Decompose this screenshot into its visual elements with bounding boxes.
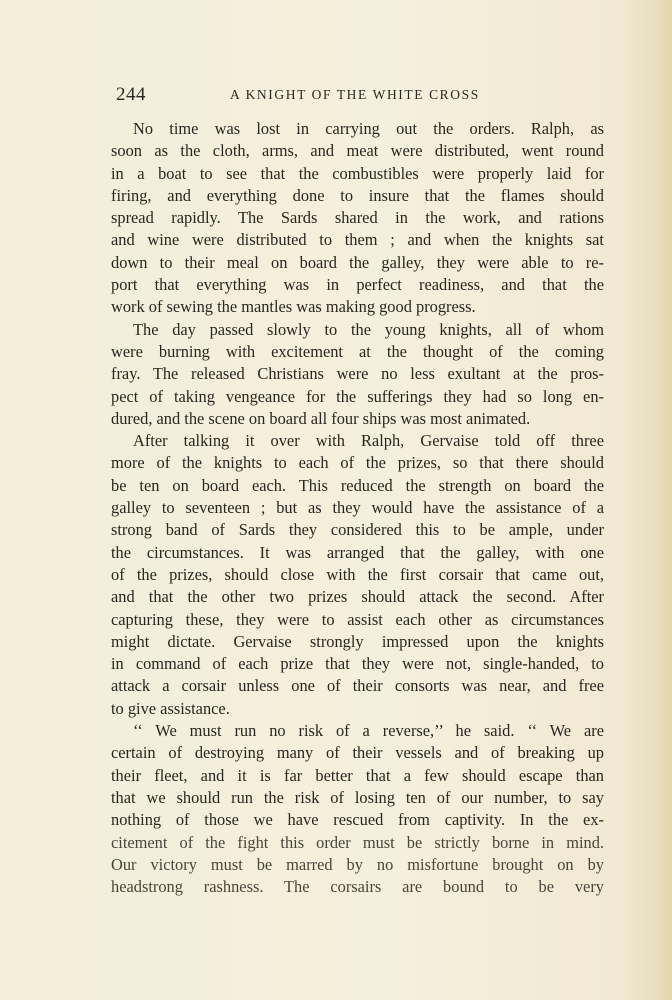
- text-line: work of sewing the mantles was making good progress.: [111, 297, 476, 317]
- text-line: down to their meal on board the galley, they were able to re-: [111, 252, 604, 272]
- text-line: in command of each prize that they were not, single-handed, to: [111, 654, 604, 674]
- text-line: dured, and the scene on board all four ships was most animated.: [111, 408, 531, 428]
- text-line: fray. The released Christians were no less exultant at the pros-: [111, 364, 604, 384]
- text-line: to give assistance.: [111, 698, 230, 718]
- text-line: their fleet, and it is far better that a few should escape than: [111, 765, 604, 785]
- body-text: [111, 118, 604, 898]
- text-line: certain of destroying many of their vessels and of breaking up: [111, 743, 604, 763]
- text-line: pect of taking vengeance for the sufferings they had so long en-: [111, 386, 604, 406]
- text-line: in a boat to see that the combustibles were properly laid for: [111, 163, 604, 183]
- text-line: firing, and everything done to insure that the flames should: [111, 185, 604, 205]
- text-line: the circumstances. It was arranged that the galley, with one: [111, 542, 604, 562]
- text-line: No time was lost in carrying out the orders. Ralph, as: [133, 119, 604, 138]
- text-line: attack a corsair unless one of their consorts was near, and free: [111, 676, 604, 696]
- text-line: of the prizes, should close with the first corsair that came out,: [111, 564, 604, 584]
- text-line: were burning with excitement at the thought of the coming: [111, 341, 604, 361]
- text-line: might dictate. Gervaise strongly impressed upon the knights: [111, 631, 604, 651]
- text-line: soon as the cloth, arms, and meat were distributed, went round: [111, 141, 604, 161]
- text-line: Our victory must be marred by no misfortune brought on by: [111, 854, 604, 874]
- page-number: 244: [116, 84, 146, 105]
- text-line: citement of the fight this order must be strictly borne in mind.: [111, 832, 604, 852]
- text-line: After talking it over with Ralph, Gervaise told off three: [133, 431, 604, 451]
- text-line: capturing these, they were to assist each other as circumstances: [111, 609, 604, 629]
- text-line: The day passed slowly to the young knights, all of whom: [133, 319, 604, 339]
- text-line: strong band of Sards they considered this to be ample, under: [111, 520, 604, 540]
- text-line: ‘‘ We must run no risk of a reverse,’’ he said. ‘‘ We are: [133, 721, 604, 741]
- text-line: that we should run the risk of losing ten of our number, to say: [111, 787, 604, 807]
- text-line: nothing of those we have rescued from captivity. In the ex-: [111, 810, 604, 830]
- text-line: and wine were distributed to them ; and when the knights sat: [111, 230, 604, 250]
- text-line: be ten on board each. This reduced the strength on board the: [111, 475, 604, 495]
- running-title: A KNIGHT OF THE WHITE CROSS: [230, 87, 480, 102]
- text-line: headstrong rashness. The corsairs are bound to be very: [111, 877, 604, 897]
- page-header: [116, 84, 586, 106]
- text-line: galley to seventeen ; but as they would have the assistance of a: [111, 498, 604, 518]
- text-line: port that everything was in perfect readiness, and that the: [111, 275, 604, 295]
- text-line: spread rapidly. The Sards shared in the work, and rations: [111, 208, 604, 228]
- text-line: and that the other two prizes should attack the second. After: [111, 587, 604, 607]
- text-line: more of the knights to each of the prizes, so that there should: [111, 453, 604, 473]
